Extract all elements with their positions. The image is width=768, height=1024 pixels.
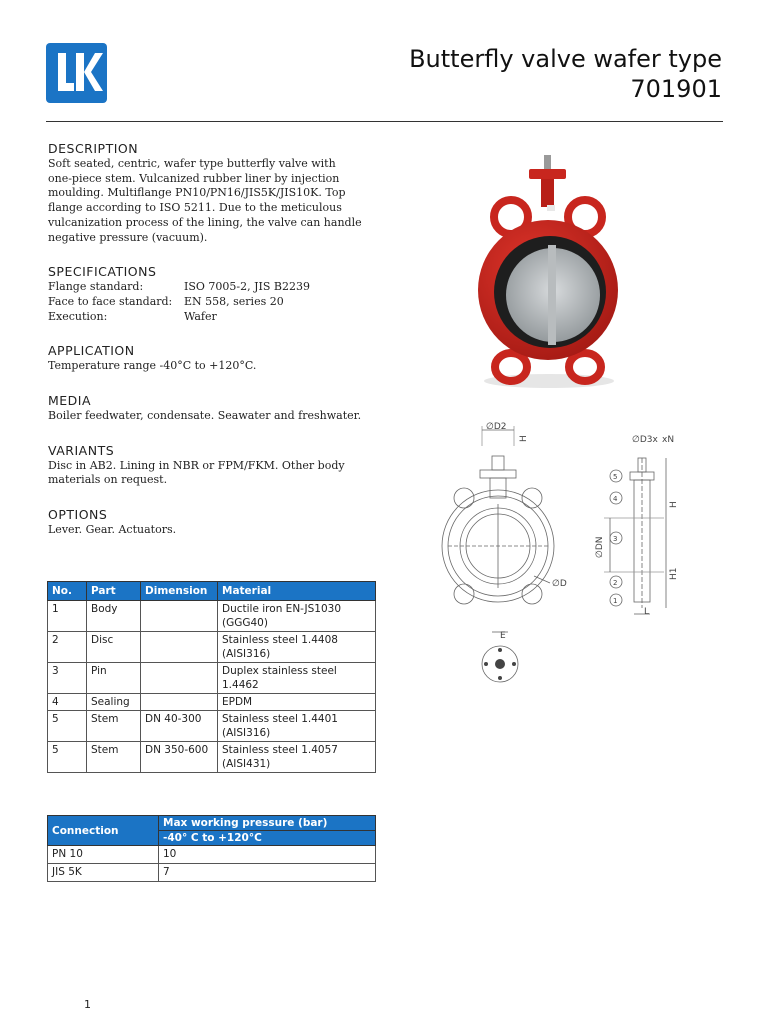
spec-key: Execution:	[48, 309, 108, 323]
variants-heading: VARIANTS	[48, 442, 115, 458]
application-text: Temperature range -40°C to +120°C.	[48, 359, 257, 373]
description-line: moulding. Multiflange PN10/PN16/JIS5K/JIS10K. Top	[48, 186, 346, 200]
cell-part: Stem	[87, 711, 141, 742]
variants-section	[48, 443, 388, 488]
label-l: L	[644, 607, 650, 617]
label-d2: ∅D2	[486, 422, 507, 432]
table-row	[48, 711, 376, 742]
options-heading: OPTIONS	[48, 507, 108, 523]
spec-value: ISO 7005-2, JIS B2239	[184, 280, 310, 294]
description-heading: DESCRIPTION	[48, 141, 139, 156]
cell-no: 5	[48, 711, 87, 742]
header-part: Part	[87, 582, 141, 601]
spec-row	[48, 295, 388, 310]
cell-dimension: DN 40-300	[141, 711, 218, 742]
technical-drawing	[434, 418, 690, 690]
spec-key: Flange standard:	[48, 280, 144, 294]
cell-dimension	[141, 694, 218, 711]
media-section	[48, 393, 388, 424]
pressure-header-row	[48, 816, 376, 831]
application-heading: APPLICATION	[48, 343, 135, 359]
cell-dimension	[141, 663, 218, 694]
text-column	[48, 141, 388, 538]
side-view	[595, 435, 679, 617]
cell-material: Duplex stainless steel 1.4462	[218, 663, 376, 694]
cell-pressure: 7	[159, 864, 376, 882]
header-divider	[46, 121, 723, 122]
pressure-table	[47, 815, 376, 882]
cell-connection: JIS 5K	[48, 864, 159, 882]
header-no: No.	[48, 582, 87, 601]
cell-dimension	[141, 601, 218, 632]
page-title	[409, 44, 722, 104]
cell-material: Stainless steel 1.4057 (AISI431)	[218, 742, 376, 773]
description-line: flange according to ISO 5211. Due to the meticulous	[48, 201, 342, 215]
label-h: H	[669, 501, 679, 508]
media-text: Boiler feedwater, condensate. Seawater and freshwater.	[48, 409, 362, 423]
cell-no: 4	[48, 694, 87, 711]
table-row	[48, 742, 376, 773]
flange-view	[482, 631, 518, 682]
label-e: E	[500, 631, 506, 641]
callout-3: 3	[613, 535, 618, 543]
label-h1: H1	[669, 567, 679, 580]
header-max-pressure: Max working pressure (bar)	[159, 816, 376, 831]
spec-key: Face to face standard:	[48, 294, 173, 308]
label-d3: ∅D3x	[632, 435, 658, 445]
header-temperature: -40° C to +120°C	[159, 831, 376, 846]
title-line-2: 701901	[630, 75, 722, 103]
options-text: Lever. Gear. Actuators.	[48, 523, 177, 537]
table-row	[48, 663, 376, 694]
spec-row	[48, 280, 388, 295]
cell-no: 1	[48, 601, 87, 632]
cell-part: Stem	[87, 742, 141, 773]
label-h-top: H	[519, 435, 529, 442]
application-section	[48, 343, 388, 374]
parts-table	[47, 581, 376, 773]
spec-value: EN 558, series 20	[184, 294, 284, 308]
cell-no: 2	[48, 632, 87, 663]
description-section	[48, 141, 388, 245]
table-row	[48, 864, 376, 882]
label-n: xN	[662, 435, 675, 445]
header-material: Material	[218, 582, 376, 601]
variants-text: materials on request.	[48, 473, 168, 487]
label-dn: ∅DN	[595, 536, 605, 558]
options-section	[48, 507, 388, 538]
spec-value: Wafer	[184, 309, 217, 323]
parts-header-row	[48, 582, 376, 601]
cell-part: Pin	[87, 663, 141, 694]
media-heading: MEDIA	[48, 393, 92, 409]
cell-material: Stainless steel 1.4401 (AISI316)	[218, 711, 376, 742]
description-line: one-piece stem. Vulcanized rubber liner by injection	[48, 171, 340, 185]
cell-dimension	[141, 632, 218, 663]
cell-part: Sealing	[87, 694, 141, 711]
specifications-heading: SPECIFICATIONS	[48, 264, 157, 280]
spec-row	[48, 310, 388, 325]
cell-dimension: DN 350-600	[141, 742, 218, 773]
table-row	[48, 694, 376, 711]
front-view	[442, 422, 567, 604]
page-number: 1	[84, 998, 91, 1011]
callout-2: 2	[613, 579, 618, 587]
cell-part: Body	[87, 601, 141, 632]
callout-1: 1	[613, 597, 618, 605]
variants-text: Disc in AB2. Lining in NBR or FPM/FKM. Other body	[48, 458, 345, 472]
cell-material: Stainless steel 1.4408 (AISI316)	[218, 632, 376, 663]
specifications-section	[48, 264, 388, 324]
table-row	[48, 846, 376, 864]
table-row	[48, 601, 376, 632]
cell-part: Disc	[87, 632, 141, 663]
callout-5: 5	[613, 473, 618, 481]
cell-no: 5	[48, 742, 87, 773]
label-d: ∅D	[552, 579, 567, 589]
description-line: vulcanization process of the lining, the valve can handle	[48, 215, 362, 229]
valve-photo	[465, 145, 630, 390]
title-line-1: Butterfly valve wafer type	[409, 45, 722, 73]
description-line: negative pressure (vacuum).	[48, 230, 208, 244]
cell-pressure: 10	[159, 846, 376, 864]
table-row	[48, 632, 376, 663]
lk-logo	[46, 43, 107, 103]
cell-no: 3	[48, 663, 87, 694]
description-line: Soft seated, centric, wafer type butterfly valve with	[48, 157, 336, 170]
header-dimension: Dimension	[141, 582, 218, 601]
cell-material: EPDM	[218, 694, 376, 711]
header-connection: Connection	[48, 816, 159, 846]
cell-connection: PN 10	[48, 846, 159, 864]
cell-material: Ductile iron EN-JS1030 (GGG40)	[218, 601, 376, 632]
callout-4: 4	[613, 495, 618, 503]
